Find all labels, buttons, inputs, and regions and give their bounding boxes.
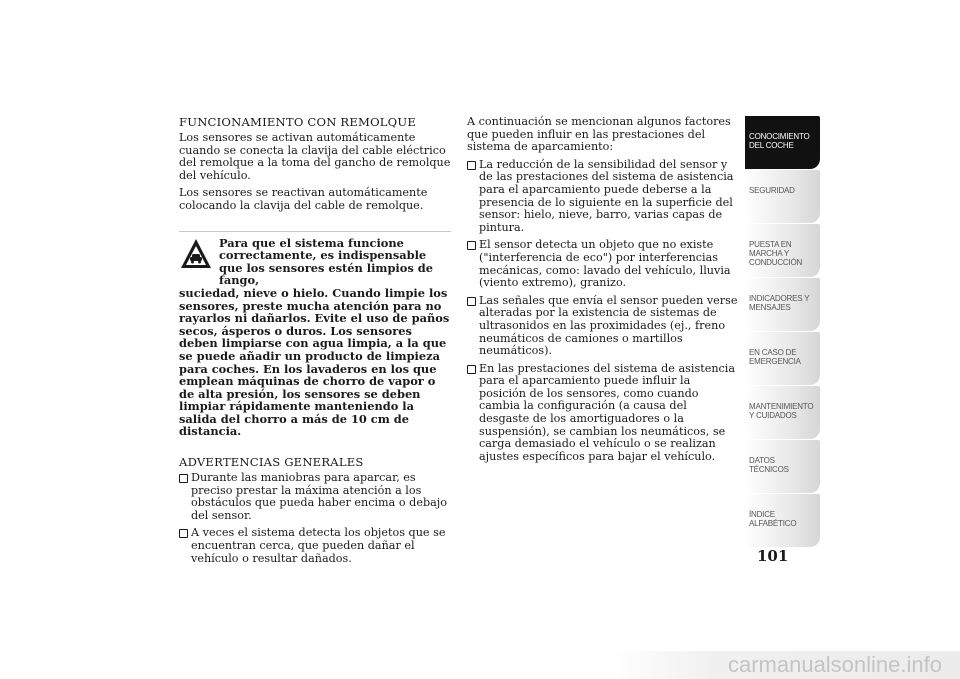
left-column (179, 116, 451, 570)
paragraph: Los sensores se reactivan automáticamente colocando la clavija del cable de remolque. (179, 186, 428, 212)
tab-conocimiento-del-coche[interactable]: CONOCIMIENTO DEL COCHE (745, 116, 820, 169)
warning-divider (179, 231, 451, 232)
tab-indicadores[interactable]: INDICADORES Y MENSAJES (745, 278, 820, 331)
warning-lead-text: Para que el sistema funcione correctamente, es indispensable que los sensores estén limpios de fango, (219, 235, 433, 288)
general-warnings-list (179, 472, 451, 565)
warning-triangle-icon (179, 237, 213, 271)
list-item: Durante las maniobras para aparcar, es preciso prestar la máxima atención a los obstáculos que pueda haber encima o debajo del sensor. (179, 472, 451, 522)
checkbox-bullet-icon (467, 297, 476, 306)
page-number: 101 (757, 547, 789, 565)
checkbox-bullet-icon (467, 161, 476, 170)
chapter-tabs (745, 116, 820, 548)
paragraph: Los sensores se activan automáticamente cuando se conecta la clavija del cable eléctrico del remolque a la toma del gancho de remolque del vehículo. (179, 131, 451, 182)
warning-body-text: suciedad, nieve o hielo. Cuando limpie los sensores, preste mucha atención para no rayarlos ni dañarlos. Evite el uso de paños secos, ásperos o duros. Los sensores deben limpiarse con agua limpia, a la que se puede añadir un producto de limpieza para coches. En los lavaderos en los que emplean máquinas de chorro de vapor o de alta presión, los sensores se deben limpiar rápidamente manteniendo la salida del chorro a más de 10 cm de distancia. (179, 285, 450, 439)
tab-puesta-en-marcha[interactable]: PUESTA EN MARCHA Y CONDUCCIÓN (745, 224, 820, 277)
section-heading-general: ADVERTENCIAS GENERALES (179, 455, 364, 470)
tab-emergencia[interactable]: EN CASO DE EMERGENCIA (745, 332, 820, 385)
list-item: En las prestaciones del sistema de asistencia para el aparcamiento puede influir la posición de los sensores, como cuando cambia la configuración (a causa del desgaste de los amortiguadores o la suspensión), se cambian los neumáticos, se carga demasiado el vehículo o se realizan ajustes específicos para bajar el vehículo. (467, 363, 739, 464)
tab-indice[interactable]: ÍNDICE ALFABÉTICO (745, 494, 820, 547)
checkbox-bullet-icon (467, 241, 476, 250)
section-heading-trailer: FUNCIONAMIENTO CON REMOLQUE (179, 115, 417, 129)
factors-list (467, 159, 739, 464)
list-item: El sensor detecta un objeto que no existe ("interferencia de eco") por interferencias mecánicas, como: lavado del vehículo, lluvia (viento extremo), granizo. (467, 239, 739, 289)
footer-watermark: carmanualsonline.info (610, 651, 960, 679)
checkbox-bullet-icon (179, 529, 188, 538)
checkbox-bullet-icon (179, 474, 188, 483)
checkbox-bullet-icon (467, 365, 476, 374)
tab-mantenimiento[interactable]: MANTENIMIENTO Y CUIDADOS (745, 386, 820, 439)
tab-datos-tecnicos[interactable]: DATOS TÉCNICOS (745, 440, 820, 493)
list-item: La reducción de la sensibilidad del sensor y de las prestaciones del sistema de asistencia para el aparcamiento puede deberse a la presencia de lo siguiente en la superficie del sensor: hielo, nieve, barro, varias capas de pintura. (467, 159, 739, 235)
list-item: Las señales que envía el sensor pueden verse alteradas por la existencia de sistemas de ultrasonidos en las proximidades (ej., freno neumáticos de camiones o martillos neumáticos). (467, 295, 739, 358)
warning-block (179, 237, 451, 439)
tab-seguridad[interactable]: SEGURIDAD (745, 170, 820, 223)
paragraph: A continuación se mencionan algunos factores que pueden influir en las prestaciones del sistema de aparcamiento: (467, 115, 731, 154)
list-item: A veces el sistema detecta los objetos que se encuentran cerca, que pueden dañar el vehículo o resultar dañados. (179, 527, 451, 565)
right-column (467, 116, 739, 468)
